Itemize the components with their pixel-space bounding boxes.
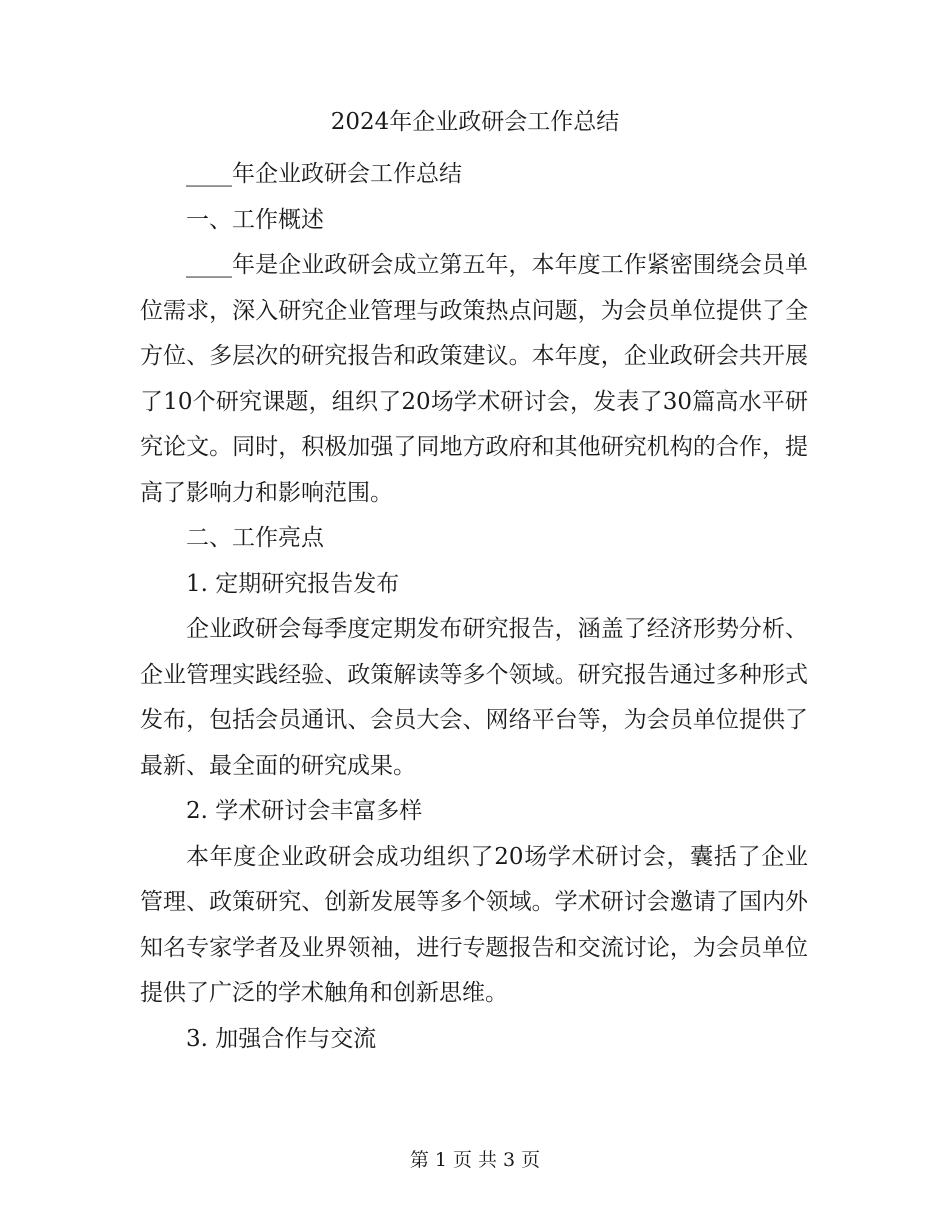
subheading-reports: 1. 定期研究报告发布 — [186, 570, 400, 597]
heading-overview: 一、工作概述 — [186, 206, 324, 233]
page-footer: 第 1 页 共 3 页 — [409, 1149, 541, 1171]
paragraph-reports: 企业政研会每季度定期发布研究报告，涵盖了经济形势分析、企业管理实践经验、政策解读等多个领域。研究报告通过多种形式发布，包括会员通讯、会员大会、网络平台等，为会员单位提供了最新、最全面的研究成果。 — [140, 616, 808, 779]
paragraph-overview: ____年是企业政研会成立第五年，本年度工作紧密围绕会员单位需求，深入研究企业管理与政策热点问题，为会员单位提供了全方位、多层次的研究报告和政策建议。本年度，企业政研会共开展了10个研究课题，组织了20场学术研讨会，发表了30篇高水平研究论文。同时，积极加强了同地方政府和其他研究机构的合作，提高了影响力和影响范围。 — [140, 252, 808, 506]
subheading-cooperation: 3. 加强合作与交流 — [186, 1025, 377, 1052]
document-body — [140, 152, 808, 1062]
paragraph-subtitle: ____年企业政研会工作总结 — [186, 161, 462, 187]
document-title: 2024年企业政研会工作总结 — [330, 109, 620, 135]
paragraph-seminars: 本年度企业政研会成功组织了20场学术研讨会，囊括了企业管理、政策研究、创新发展等多个领域。学术研讨会邀请了国内外知名专家学者及业界领袖，进行专题报告和交流讨论，为会员单位提供了广泛的学术触角和创新思维。 — [140, 843, 808, 1006]
heading-highlights: 二、工作亮点 — [186, 525, 324, 551]
subheading-seminars: 2. 学术研讨会丰富多样 — [186, 798, 423, 824]
